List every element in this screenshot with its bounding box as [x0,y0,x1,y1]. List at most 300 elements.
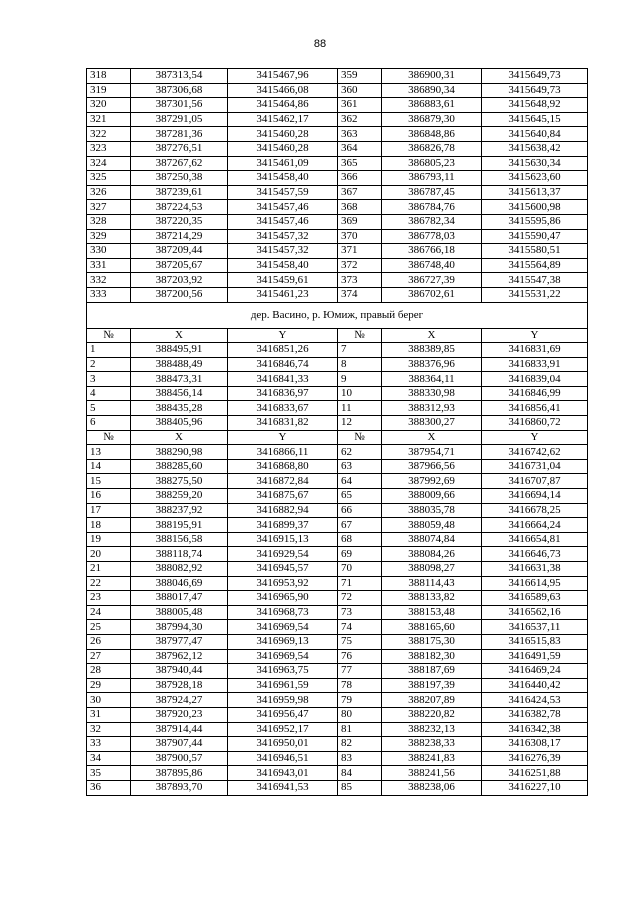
table-cell: 3416882,94 [228,503,338,518]
table-cell: 20 [87,547,131,562]
table-cell: 387313,54 [131,69,228,84]
table-cell: 3416742,62 [482,445,588,460]
table-row [87,649,588,664]
table-cell: 69 [338,547,382,562]
table-cell: 3416469,24 [482,664,588,679]
table-cell: 26 [87,634,131,649]
table-cell: 64 [338,474,382,489]
table-cell: 83 [338,751,382,766]
table-cell: 3416833,67 [228,401,338,416]
table-cell: 4 [87,386,131,401]
table-cell: 328 [87,214,131,229]
table-row [87,532,588,547]
table-cell: 3416943,01 [228,766,338,781]
table-cell: 386784,76 [382,200,482,215]
table-cell: 387940,44 [131,664,228,679]
table-cell: 386793,11 [382,171,482,186]
table-cell: 388182,30 [382,649,482,664]
table-cell: 387994,30 [131,620,228,635]
table-cell: 333 [87,287,131,302]
table-cell: 388488,49 [131,357,228,372]
table-cell: 3416953,92 [228,576,338,591]
table-cell: 388118,74 [131,547,228,562]
table-cell: 3416342,38 [482,722,588,737]
table-cell: 386848,86 [382,127,482,142]
table-cell: 6 [87,416,131,431]
table-cell: 388114,43 [382,576,482,591]
table-cell: 22 [87,576,131,591]
table-row [87,562,588,577]
table-cell: 3416664,24 [482,518,588,533]
coordinates-table [86,68,588,796]
header-cell: № [338,430,382,445]
table-cell: 388259,20 [131,489,228,504]
table-cell: 3416833,91 [482,357,588,372]
table-cell: 388165,60 [382,620,482,635]
header-cell: Y [228,430,338,445]
table-cell: 387977,47 [131,634,228,649]
table-cell: 3415457,59 [228,185,338,200]
table-cell: 3416946,51 [228,751,338,766]
table-cell: 16 [87,489,131,504]
table-cell: 332 [87,273,131,288]
table-row [87,258,588,273]
table-cell: 9 [338,372,382,387]
table-cell: 388285,60 [131,459,228,474]
table-cell: 387966,56 [382,459,482,474]
table-cell: 3416965,90 [228,591,338,606]
table-cell: 388312,93 [382,401,482,416]
table-cell: 13 [87,445,131,460]
header-cell: X [131,430,228,445]
table-row [87,357,588,372]
table-cell: 3416945,57 [228,562,338,577]
table-cell: 388232,13 [382,722,482,737]
table-cell: 3416227,10 [482,780,588,795]
table-cell: 388059,48 [382,518,482,533]
table-cell: 3415459,61 [228,273,338,288]
table-row [87,185,588,200]
table-row [87,98,588,113]
table-cell: 3415464,86 [228,98,338,113]
table-cell: 387306,68 [131,83,228,98]
table-cell: 3416866,11 [228,445,338,460]
table-row [87,112,588,127]
table-cell: 3416841,33 [228,372,338,387]
table-cell: 3415460,28 [228,141,338,156]
table-cell: 388082,92 [131,562,228,577]
table-row [87,489,588,504]
table-cell: 387954,71 [382,445,482,460]
table-cell: 3416276,39 [482,751,588,766]
table-row [87,141,588,156]
table-cell: 388241,56 [382,766,482,781]
table-cell: 363 [338,127,382,142]
table-cell: 3415457,32 [228,244,338,259]
table-cell: 373 [338,273,382,288]
table-cell: 318 [87,69,131,84]
table-cell: 78 [338,678,382,693]
table-cell: 3415600,98 [482,200,588,215]
table-row [87,547,588,562]
table-cell: 30 [87,693,131,708]
table-cell: 387250,38 [131,171,228,186]
table-cell: 320 [87,98,131,113]
table-cell: 11 [338,401,382,416]
table-cell: 65 [338,489,382,504]
page-number: 88 [313,38,327,50]
table-row [87,518,588,533]
table-cell: 368 [338,200,382,215]
table-row [87,401,588,416]
table-cell: 80 [338,707,382,722]
table-cell: 3416515,83 [482,634,588,649]
table-cell: 387220,35 [131,214,228,229]
table-cell: 71 [338,576,382,591]
table-row [87,503,588,518]
table-row [87,127,588,142]
table-cell: 388220,82 [382,707,482,722]
table-cell: 3416491,59 [482,649,588,664]
table-row [87,287,588,302]
header-cell: № [87,328,131,343]
table-header-row [87,328,588,343]
table-cell: 3415467,96 [228,69,338,84]
table-cell: 386748,40 [382,258,482,273]
table-cell: 19 [87,532,131,547]
table-cell: 3416562,16 [482,605,588,620]
table-header-row [87,430,588,445]
table-cell: 3415458,40 [228,171,338,186]
table-cell: 387205,67 [131,258,228,273]
table-row [87,780,588,795]
header-cell: Y [482,328,588,343]
table-row [87,244,588,259]
table-cell: 387301,56 [131,98,228,113]
table-cell: 3416969,54 [228,620,338,635]
table-cell: 79 [338,693,382,708]
table-cell: 387900,57 [131,751,228,766]
table-cell: 3416956,47 [228,707,338,722]
table-cell: 386766,18 [382,244,482,259]
table-cell: 374 [338,287,382,302]
table-cell: 388238,33 [382,737,482,752]
table-cell: 67 [338,518,382,533]
table-cell: 3415457,46 [228,200,338,215]
table-row [87,445,588,460]
table-cell: 388084,26 [382,547,482,562]
table-cell: 3416731,04 [482,459,588,474]
table-cell: 387276,51 [131,141,228,156]
table-cell: 388275,50 [131,474,228,489]
table-cell: 3416899,37 [228,518,338,533]
table-cell: 388435,28 [131,401,228,416]
table-cell: 388405,96 [131,416,228,431]
table-cell: 63 [338,459,382,474]
table-cell: 3416678,25 [482,503,588,518]
table-cell: 386782,34 [382,214,482,229]
table-cell: 387962,12 [131,649,228,664]
table-cell: 3415649,73 [482,83,588,98]
table-cell: 3416872,84 [228,474,338,489]
table-cell: 3416424,53 [482,693,588,708]
table-cell: 3416537,11 [482,620,588,635]
table-cell: 370 [338,229,382,244]
table-row [87,171,588,186]
table-row [87,372,588,387]
table-cell: 81 [338,722,382,737]
table-cell: 3415462,17 [228,112,338,127]
table-cell: 369 [338,214,382,229]
table-cell: 8 [338,357,382,372]
table-cell: 330 [87,244,131,259]
table-cell: 388207,89 [382,693,482,708]
table-cell: 388456,14 [131,386,228,401]
table-cell: 388195,91 [131,518,228,533]
table-cell: 327 [87,200,131,215]
table-cell: 3415623,60 [482,171,588,186]
table-cell: 366 [338,171,382,186]
table-cell: 319 [87,83,131,98]
table-cell: 365 [338,156,382,171]
table-cell: 77 [338,664,382,679]
table-cell: 364 [338,141,382,156]
table-cell: 66 [338,503,382,518]
table-cell: 324 [87,156,131,171]
header-cell: № [338,328,382,343]
table-cell: 3416831,69 [482,343,588,358]
table-cell: 3415638,42 [482,141,588,156]
table-cell: 75 [338,634,382,649]
table-cell: 28 [87,664,131,679]
table-cell: 3415564,89 [482,258,588,273]
table-cell: 387291,05 [131,112,228,127]
table-cell: 3416952,17 [228,722,338,737]
table-cell: 387920,23 [131,707,228,722]
table-cell: 3415590,47 [482,229,588,244]
table-cell: 388330,98 [382,386,482,401]
table-cell: 326 [87,185,131,200]
table-cell: 3415640,84 [482,127,588,142]
table-cell: 15 [87,474,131,489]
table-cell: 386805,23 [382,156,482,171]
table-cell: 34 [87,751,131,766]
table-cell: 17 [87,503,131,518]
table-cell: 386826,78 [382,141,482,156]
table-cell: 74 [338,620,382,635]
table-cell: 2 [87,357,131,372]
table-cell: 386702,61 [382,287,482,302]
table-cell: 29 [87,678,131,693]
table-cell: 387200,56 [131,287,228,302]
table-cell: 3415458,40 [228,258,338,273]
table-row [87,693,588,708]
table-cell: 323 [87,141,131,156]
table-cell: 3415531,22 [482,287,588,302]
table-cell: 12 [338,416,382,431]
table-cell: 85 [338,780,382,795]
table-cell: 3415460,28 [228,127,338,142]
table-cell: 3416851,26 [228,343,338,358]
table-cell: 387914,44 [131,722,228,737]
table-cell: 388175,30 [382,634,482,649]
table-cell: 3416694,14 [482,489,588,504]
table-cell: 3415613,37 [482,185,588,200]
table-cell: 3415461,23 [228,287,338,302]
table-cell: 70 [338,562,382,577]
table-cell: 14 [87,459,131,474]
table-cell: 3416251,88 [482,766,588,781]
table-cell: 3415547,38 [482,273,588,288]
table-cell: 387924,27 [131,693,228,708]
table-cell: 3416875,67 [228,489,338,504]
table-cell: 76 [338,649,382,664]
table-row [87,474,588,489]
table-cell: 371 [338,244,382,259]
table-cell: 322 [87,127,131,142]
table-cell: 3415457,32 [228,229,338,244]
table-cell: 3416382,78 [482,707,588,722]
table-cell: 3416969,13 [228,634,338,649]
table-cell: 360 [338,83,382,98]
table-cell: 1 [87,343,131,358]
table-cell: 3416950,01 [228,737,338,752]
table-cell: 3415649,73 [482,69,588,84]
table-cell: 386883,61 [382,98,482,113]
table-cell: 31 [87,707,131,722]
table-cell: 3415457,46 [228,214,338,229]
table-cell: 3416963,75 [228,664,338,679]
table-cell: 21 [87,562,131,577]
table-row [87,416,588,431]
table-cell: 388098,27 [382,562,482,577]
table-cell: 388133,82 [382,591,482,606]
table-cell: 387907,44 [131,737,228,752]
table-cell: 325 [87,171,131,186]
table-cell: 3415580,51 [482,244,588,259]
table-cell: 36 [87,780,131,795]
table-cell: 387928,18 [131,678,228,693]
section-caption-row [87,302,588,328]
table-cell: 3415595,86 [482,214,588,229]
table-row [87,591,588,606]
table-row [87,634,588,649]
table-cell: 3416929,54 [228,547,338,562]
table-row [87,620,588,635]
header-cell: X [382,430,482,445]
table-cell: 388473,31 [131,372,228,387]
table-cell: 388389,85 [382,343,482,358]
table-cell: 387214,29 [131,229,228,244]
table-cell: 3415630,34 [482,156,588,171]
table-cell: 388364,11 [382,372,482,387]
table-cell: 3416440,42 [482,678,588,693]
table-row [87,200,588,215]
table-cell: 3416308,17 [482,737,588,752]
table-cell: 367 [338,185,382,200]
table-row [87,707,588,722]
table-cell: 3415461,09 [228,156,338,171]
table-cell: 387203,92 [131,273,228,288]
table-cell: 24 [87,605,131,620]
table-cell: 386787,45 [382,185,482,200]
table-cell: 386778,03 [382,229,482,244]
table-cell: 3 [87,372,131,387]
table-cell: 5 [87,401,131,416]
table-cell: 3416941,53 [228,780,338,795]
table-row [87,343,588,358]
table-cell: 388237,92 [131,503,228,518]
table-cell: 3416856,41 [482,401,588,416]
table-cell: 73 [338,605,382,620]
section-caption: дер. Васино, р. Юмиж, правый берег [87,302,588,328]
table-cell: 3416707,87 [482,474,588,489]
table-cell: 10 [338,386,382,401]
table-cell: 387224,53 [131,200,228,215]
table-row [87,156,588,171]
table-cell: 3416631,38 [482,562,588,577]
table-cell: 362 [338,112,382,127]
table-row [87,459,588,474]
table-row [87,678,588,693]
table-cell: 387209,44 [131,244,228,259]
table-row [87,229,588,244]
table-cell: 3416646,73 [482,547,588,562]
table-cell: 35 [87,766,131,781]
header-cell: № [87,430,131,445]
table-cell: 3416969,54 [228,649,338,664]
table-row [87,737,588,752]
table-cell: 32 [87,722,131,737]
table-row [87,766,588,781]
table-cell: 72 [338,591,382,606]
table-cell: 3416839,04 [482,372,588,387]
table-cell: 386727,39 [382,273,482,288]
table-cell: 82 [338,737,382,752]
table-cell: 3416961,59 [228,678,338,693]
table-cell: 386890,34 [382,83,482,98]
table-cell: 387281,36 [131,127,228,142]
table-cell: 387267,62 [131,156,228,171]
table-cell: 3416846,99 [482,386,588,401]
table-row [87,273,588,288]
table-cell: 68 [338,532,382,547]
table-row [87,751,588,766]
table-cell: 361 [338,98,382,113]
table-cell: 388241,83 [382,751,482,766]
table-cell: 388035,78 [382,503,482,518]
table-cell: 388046,69 [131,576,228,591]
table-cell: 25 [87,620,131,635]
table-cell: 3416846,74 [228,357,338,372]
table-cell: 3416915,13 [228,532,338,547]
table-cell: 18 [87,518,131,533]
table-cell: 27 [87,649,131,664]
table-cell: 329 [87,229,131,244]
table-cell: 387992,69 [382,474,482,489]
table-cell: 3416831,82 [228,416,338,431]
table-cell: 3416589,63 [482,591,588,606]
table-row [87,722,588,737]
table-row [87,386,588,401]
table-cell: 84 [338,766,382,781]
table-cell: 3415645,15 [482,112,588,127]
table-cell: 387239,61 [131,185,228,200]
table-cell: 387893,70 [131,780,228,795]
table-cell: 388074,84 [382,532,482,547]
table-cell: 388495,91 [131,343,228,358]
table-cell: 3416614,95 [482,576,588,591]
